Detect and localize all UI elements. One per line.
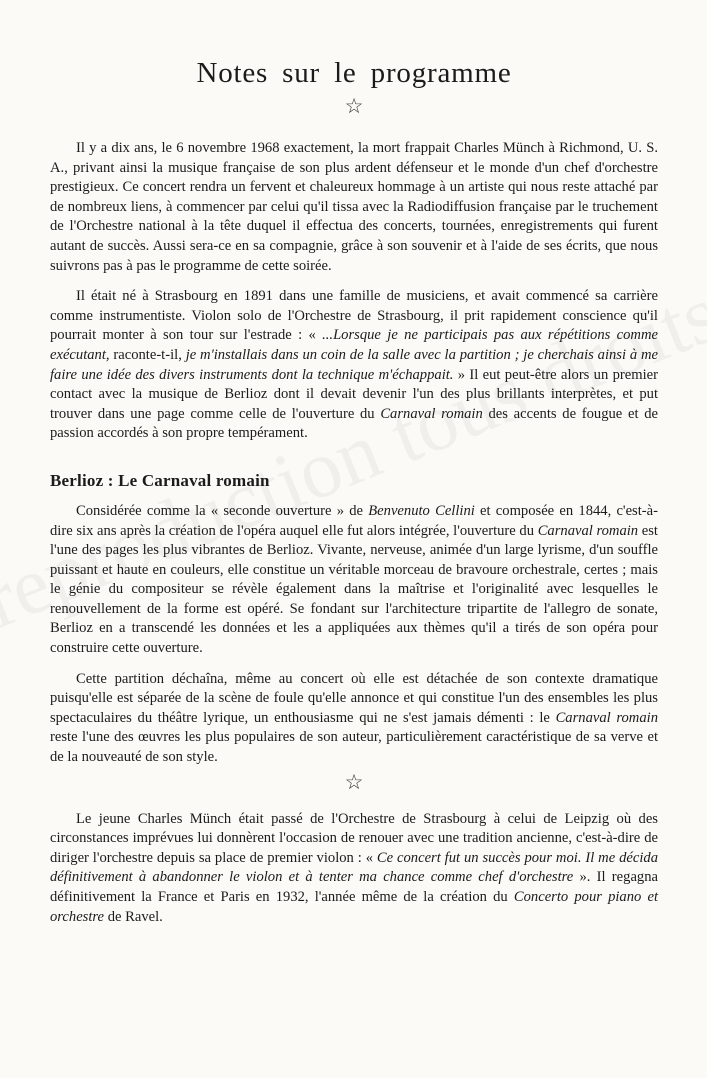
italic-text: je m'installais dans un coin de la salle avec la partition ; je cherchais ainsi à me faire une idée des divers instruments dont la technique m'échappait. [50, 346, 658, 383]
text-run: reste l'une des œuvres les plus populaires de son auteur, particulièrement caractéristique de sa verve et de la nouveauté de son style. [50, 729, 658, 766]
text-run: Considérée comme la « seconde ouverture » de [76, 502, 369, 519]
text-run: raconte-t-il, [109, 346, 186, 363]
text-run: Cette partition déchaîna, même au concert où elle est détachée de son contexte dramatique puisqu'elle est séparée de la scène de foule qu'elle annonce et qui constitue l'un des ensembles les plus spectaculaires du théâtre lyrique, un enthousiasme qui ne s'est jamais démenti : le [50, 670, 658, 726]
document-page [50, 0, 658, 927]
page-title: Notes sur le programme [196, 57, 512, 89]
paragraph-intro [50, 139, 658, 276]
text-run: Il y a dix ans, le 6 novembre 1968 exactement, la mort frappait Charles Münch à Richmond, U. S. A., privant ainsi la musique française de son plus ardent défenseur et le monde d'un chef d'orchestre prestigieux. Ce concert rendra un fervent et chaleureux hommage à un artiste qui nous reste attaché par de nombreux liens, à commencer par celui qu'il tissa avec la Radiodiffusion française par le truchement de l'Orchestre national à la tête duquel il effectua des concerts, tournées, enregistrements qui furent autant de succès. Aussi sera-ce en sa compagnie, grâce à son souvenir et à l'aide de ses écrits, que nous suivrons pas à pas le programme de cette soirée. [50, 140, 658, 274]
paragraph-biography [50, 287, 658, 444]
text-run: est l'une des pages les plus vibrantes de Berlioz. Vivante, nerveuse, animée d'un large lyrisme, d'un souffle puissant et haute en couleurs, elle constitue un véritable morceau de bravoure orchestrale, certes ; mais le génie du compositeur se révèle également dans la maîtrise et l'originalité avec lesquelles le renouvellement de la forme est opéré. Se fondant sur l'architecture tripartite de l'allegro de sonate, Berlioz en a transcendé les données et les a appliquées aux thèmes qu'il a tirés de son opéra pour construire cette ouverture. [50, 522, 658, 657]
italic-text: Carnaval romain [555, 709, 658, 726]
star-ornament-icon: ☆ [344, 94, 364, 118]
text-run: Le jeune Charles Münch était passé de l'Orchestre de Strasbourg à celui de Leipzig où des circonstances imprévues lui donnèrent l'occasion de renouer avec une tradition ancienne, c'est-à-dire de diriger l'orchestre depuis sa place de premier violon : « [50, 810, 658, 866]
italic-text: Carnaval romain [380, 405, 483, 422]
paragraph-leipzig [50, 810, 658, 928]
star-ornament-icon: ☆ [344, 769, 364, 794]
italic-text: Carnaval romain [537, 522, 639, 539]
text-run: » Il eut peut-être alors un premier contact avec la musique de Berlioz dont il devait devenir l'un des plus brillants interprètes, et put trouver dans une page comme celle de l'ouverture du [50, 366, 658, 422]
italic-text: Benvenuto Cellini [368, 502, 475, 519]
italic-text: Ce concert fut un succès pour moi. Il me décida définitivement à abandonner le violon et à tenter ma chance comme chef d'orchestre [50, 849, 658, 886]
section-heading: Berlioz : Le Carnaval romain [50, 470, 270, 490]
text-run: et composée en 1844, c'est-à-dire six ans après la création de l'opéra auquel elle fut alors intégrée, l'ouverture du [50, 502, 658, 539]
italic-text: ...Lorsque je ne participais pas aux répétitions comme exécutant, [50, 327, 658, 363]
text-run: de Ravel. [104, 908, 163, 925]
paragraph-overture-description [50, 502, 658, 659]
italic-text: Concerto pour piano et orchestre [50, 889, 658, 925]
paragraph-overture-reception [50, 670, 658, 768]
text-run: ». Il regagna définitivement la France et Paris en 1932, l'année même de la création du [50, 869, 658, 905]
text-run: Il était né à Strasbourg en 1891 dans une famille de musiciens, et avait commencé sa carrière comme instrumentiste. Violon solo de l'Orchestre de Strasbourg, il prit rapidement conscience qu'il pourrait monter à son tour sur l'estrade : « [50, 288, 658, 344]
text-run: des accents de fougue et de passion accordés à son propre tempérament. [50, 405, 658, 442]
